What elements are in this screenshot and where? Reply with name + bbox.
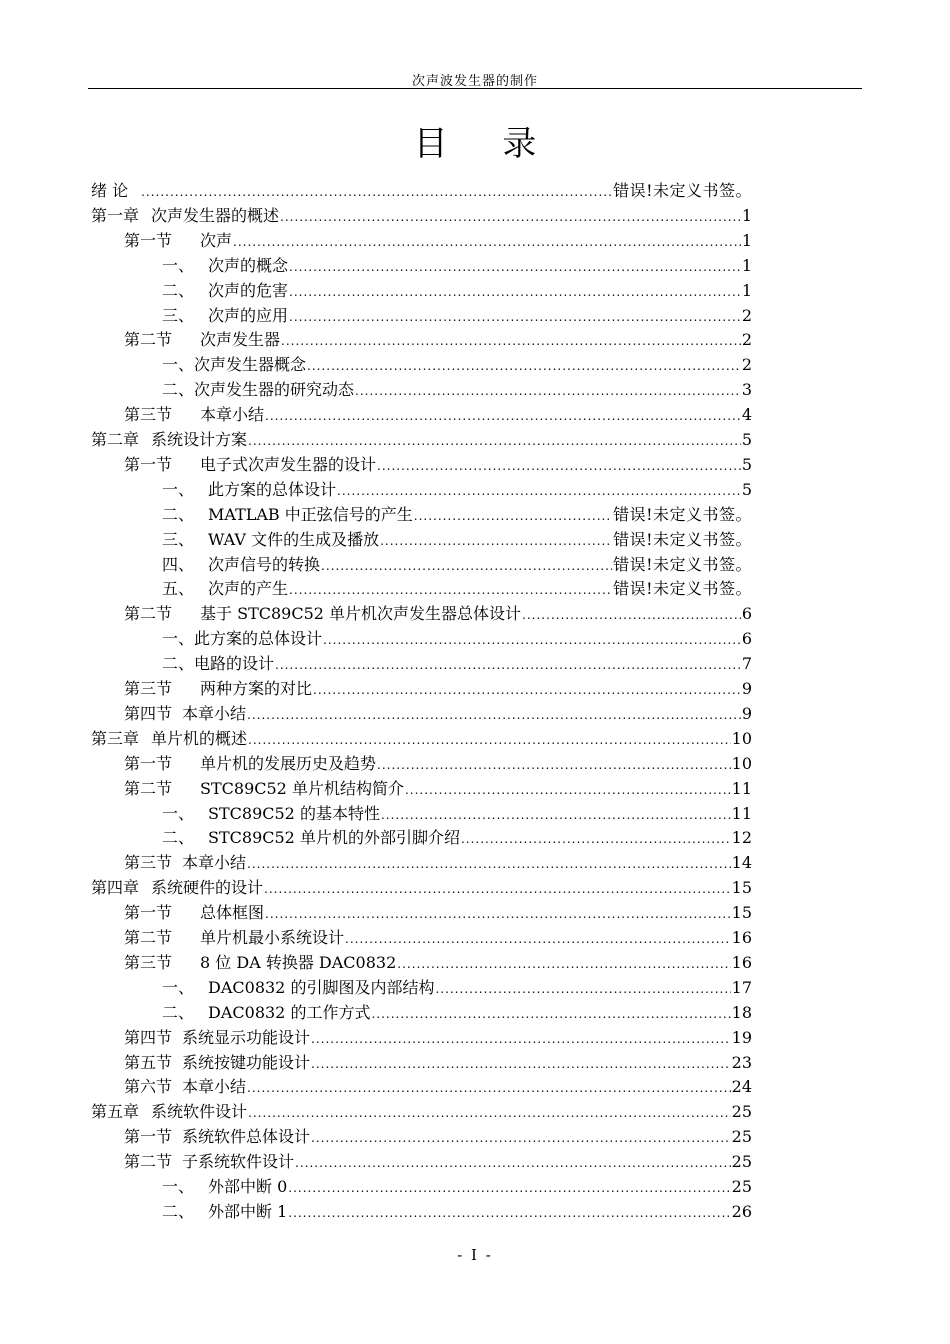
toc-entry-label: WAV 文件的生成及播放 <box>208 529 380 549</box>
toc-entry-number: 三、 <box>162 305 195 325</box>
toc-entry-number: 第一节 <box>124 753 173 773</box>
toc-leader-dots <box>461 828 731 850</box>
toc-entry-page: 5 <box>741 479 752 499</box>
toc-leader-dots <box>289 306 741 328</box>
toc-entry-number: 一、 <box>162 355 195 375</box>
toc-entry-number: 二、 <box>162 380 195 400</box>
toc-entry[interactable] <box>124 1052 752 1075</box>
toc-entry[interactable] <box>162 354 752 377</box>
toc-entry-number: 第一节 <box>124 1127 173 1147</box>
toc-entry-number: 一、 <box>162 479 195 499</box>
toc-entry-number: 一、 <box>162 977 195 997</box>
toc-leader-dots <box>248 1102 731 1124</box>
toc-entry-label: 次声的危害 <box>208 280 289 300</box>
toc-entry-label: 此方案的总体设计 <box>194 629 323 649</box>
toc-entry-page: 1 <box>741 205 752 225</box>
toc-entry-label: DAC0832 的引脚图及内部结构 <box>208 977 435 997</box>
toc-entry-number: 第三节 <box>124 405 173 425</box>
toc-leader-dots <box>380 530 612 552</box>
toc-leader-dots <box>247 853 731 875</box>
toc-entry-page: 9 <box>741 703 752 723</box>
toc-leader-dots <box>381 804 731 826</box>
toc-entry[interactable] <box>162 803 752 826</box>
toc-entry-label: 电子式次声发生器的设计 <box>200 454 377 474</box>
toc-leader-dots <box>311 1053 731 1075</box>
toc-leader-dots <box>345 928 731 950</box>
toc-leader-dots <box>289 281 741 303</box>
toc-entry-label: 系统软件总体设计 <box>182 1127 311 1147</box>
toc-entry-label: 外部中断 1 <box>208 1201 288 1221</box>
toc-entry-label: 次声信号的转换 <box>208 554 321 574</box>
toc-leader-dots <box>248 430 741 452</box>
toc-leader-dots <box>311 1028 731 1050</box>
toc-entry[interactable] <box>124 230 752 253</box>
toc-entry-label: 此方案的总体设计 <box>208 479 337 499</box>
toc-entry-page: 1 <box>741 280 752 300</box>
toc-entry[interactable] <box>124 603 752 626</box>
toc-entry-page: 5 <box>741 430 752 449</box>
toc-entry[interactable] <box>162 653 752 676</box>
toc-entry-label: STC89C52 单片机结构简介 <box>200 778 404 798</box>
toc-entry-label: MATLAB 中正弦信号的产生 <box>208 504 413 524</box>
toc-entry[interactable] <box>124 753 752 776</box>
toc-leader-dots <box>280 206 741 228</box>
toc-entry-label: 总体框图 <box>200 903 265 923</box>
toc-entry-label: 子系统软件设计 <box>182 1152 295 1172</box>
toc-leader-dots <box>247 704 741 726</box>
toc-entry-page: 18 <box>731 1002 752 1022</box>
header-rule <box>88 88 862 89</box>
toc-entry[interactable] <box>162 1002 752 1025</box>
toc-leader-dots <box>323 629 741 651</box>
toc-entry-number: 第二节 <box>124 928 173 947</box>
toc-entry-number: 二、 <box>162 1002 195 1022</box>
toc-entry-page: 17 <box>731 977 752 997</box>
toc-entry-page: 16 <box>731 928 752 947</box>
toc-entry[interactable] <box>91 1101 752 1124</box>
toc-entry-page: 2 <box>741 330 752 350</box>
toc-entry[interactable] <box>124 1151 752 1174</box>
toc-entry[interactable] <box>124 329 752 352</box>
toc-leader-dots <box>248 729 731 751</box>
toc-entry-number: 一、 <box>162 629 195 649</box>
toc-entry-number: 二、 <box>162 828 195 848</box>
toc-entry[interactable] <box>124 952 752 975</box>
toc-entry-page: 错误!未定义书签。 <box>613 529 752 549</box>
toc-entry-page: 24 <box>731 1077 752 1097</box>
toc-entry-label: 次声发生器的研究动态 <box>194 380 355 400</box>
toc-entry[interactable] <box>162 305 752 328</box>
toc-leader-dots <box>288 1202 730 1224</box>
toc-entry-page: 6 <box>741 604 752 624</box>
toc-entry[interactable] <box>162 1201 752 1224</box>
toc-entry-number: 第二节 <box>124 604 173 624</box>
toc-leader-dots <box>289 579 612 601</box>
toc-leader-dots <box>337 480 741 502</box>
toc-entry[interactable] <box>91 205 752 228</box>
toc-entry-number: 第一节 <box>124 454 173 474</box>
toc-entry[interactable] <box>162 479 752 502</box>
toc-entry-number: 二、 <box>162 1201 195 1221</box>
toc-entry[interactable] <box>162 529 752 552</box>
toc-entry[interactable] <box>162 255 752 278</box>
toc-entry-label: 8 位 DA 转换器 DAC0832 <box>200 952 397 972</box>
toc-entry-number: 绪 论 <box>91 181 129 200</box>
toc-entry-label: 系统设计方案 <box>151 430 248 449</box>
toc-entry-label: 两种方案的对比 <box>200 679 313 698</box>
toc-entry[interactable] <box>124 1027 752 1050</box>
toc-entry[interactable] <box>162 977 752 1000</box>
page-number: - I - <box>457 1246 493 1264</box>
toc-entry-label: 系统软件设计 <box>151 1102 248 1122</box>
toc-leader-dots <box>522 604 741 626</box>
toc-entry-page: 2 <box>741 305 752 325</box>
toc-entry-number: 一、 <box>162 255 195 275</box>
toc-leader-dots <box>264 878 731 900</box>
toc-entry-number: 第三节 <box>124 679 173 698</box>
toc-entry-page: 7 <box>741 654 752 674</box>
toc-entry-label: 系统按键功能设计 <box>182 1052 311 1072</box>
toc-entry[interactable] <box>91 728 752 751</box>
toc-leader-dots <box>405 779 731 801</box>
toc-entry-page: 15 <box>731 878 752 898</box>
toc-leader-dots <box>289 256 741 278</box>
toc-entry[interactable] <box>162 554 752 577</box>
toc-entry-number: 第五节 <box>124 1052 173 1072</box>
toc-entry-page: 12 <box>731 828 752 848</box>
toc-entry-number: 第四节 <box>124 1027 173 1047</box>
toc-entry[interactable] <box>124 927 752 950</box>
toc-entry-number: 一、 <box>162 1177 195 1196</box>
toc-entry-label: STC89C52 的基本特性 <box>208 803 380 823</box>
toc-entry-number: 四、 <box>162 554 195 574</box>
toc-entry-label: 次声发生器 <box>200 330 281 350</box>
toc-entry[interactable] <box>162 628 752 651</box>
toc-entry-label: 本章小结 <box>182 1077 247 1097</box>
toc-entry-number: 第三节 <box>124 952 173 972</box>
toc-entry-number: 第五章 <box>91 1102 140 1122</box>
toc-entry-label: STC89C52 单片机的外部引脚介绍 <box>208 828 460 848</box>
toc-entry-label: 次声的概念 <box>208 255 289 275</box>
toc-leader-dots <box>311 1127 731 1149</box>
toc-leader-dots <box>281 330 741 352</box>
toc-entry-number: 第一章 <box>91 205 140 225</box>
toc-entry[interactable] <box>91 180 752 203</box>
toc-entry-page: 25 <box>731 1177 752 1196</box>
toc-entry-page: 25 <box>731 1127 752 1147</box>
toc-entry-page: 错误!未定义书签。 <box>613 579 752 599</box>
toc-entry-label: DAC0832 的工作方式 <box>208 1002 371 1022</box>
toc-entry-label: 本章小结 <box>182 703 247 723</box>
toc-entry-page: 25 <box>731 1102 752 1122</box>
toc-entry[interactable] <box>162 1176 752 1199</box>
toc-leader-dots <box>377 455 741 477</box>
toc-entry-number: 第二节 <box>124 1152 173 1172</box>
toc-entry-page: 3 <box>741 380 752 400</box>
toc-entry[interactable] <box>162 578 752 601</box>
toc-leader-dots <box>233 231 741 253</box>
toc-entry-page: 9 <box>741 679 752 698</box>
toc-entry-number: 第一节 <box>124 903 173 923</box>
toc-entry[interactable] <box>124 902 752 925</box>
toc-entry[interactable] <box>124 852 752 875</box>
toc-entry-page: 10 <box>731 728 752 748</box>
toc-entry[interactable] <box>124 678 752 701</box>
toc-entry-page: 6 <box>741 629 752 649</box>
toc-leader-dots <box>414 505 612 527</box>
toc-leader-dots <box>435 978 730 1000</box>
toc-entry[interactable] <box>124 1076 752 1099</box>
toc-entry-label: 次声发生器概念 <box>194 355 307 375</box>
toc-entry-label: 电路的设计 <box>194 654 275 674</box>
toc-entry-number: 二、 <box>162 504 195 524</box>
toc-leader-dots <box>397 953 730 975</box>
toc-entry-page: 2 <box>741 355 752 375</box>
toc-entry[interactable] <box>124 1126 752 1149</box>
toc-entry-number: 一、 <box>162 803 195 823</box>
toc-leader-dots <box>141 181 612 203</box>
toc-entry-label: 基于 STC89C52 单片机次声发生器总体设计 <box>200 604 522 624</box>
toc-entry-page: 11 <box>731 803 752 823</box>
toc-entry-number: 五、 <box>162 579 195 599</box>
toc-entry-page: 16 <box>731 952 752 972</box>
toc-entry-page: 5 <box>741 454 752 474</box>
toc-entry-page: 4 <box>741 405 752 425</box>
toc-entry[interactable] <box>124 703 752 726</box>
toc-entry-number: 二、 <box>162 654 195 674</box>
toc-entry[interactable] <box>124 454 752 477</box>
toc-leader-dots <box>265 405 741 427</box>
toc-entry[interactable] <box>124 778 752 801</box>
toc-entry[interactable] <box>91 429 752 452</box>
toc-entry-label: 外部中断 0 <box>208 1177 288 1196</box>
toc-entry-number: 第二节 <box>124 778 173 798</box>
toc-entry[interactable] <box>162 504 752 527</box>
toc-leader-dots <box>355 380 741 402</box>
toc-entry-number: 第二节 <box>124 330 173 350</box>
toc-entry-page: 19 <box>731 1027 752 1047</box>
toc-entry-page: 26 <box>731 1201 752 1221</box>
toc-entry[interactable] <box>124 404 752 427</box>
toc-entry[interactable] <box>162 379 752 402</box>
toc-entry-page: 11 <box>731 778 752 798</box>
toc-leader-dots <box>265 903 731 925</box>
toc-entry-number: 第四节 <box>124 703 173 723</box>
toc-entry-number: 二、 <box>162 280 195 300</box>
toc-entry-page: 1 <box>741 230 752 250</box>
toc-entry-label: 系统显示功能设计 <box>182 1027 311 1047</box>
toc-entry-label: 单片机的概述 <box>151 728 248 748</box>
toc-leader-dots <box>371 1003 730 1025</box>
toc-entry-number: 第一节 <box>124 230 173 250</box>
toc-leader-dots <box>295 1152 731 1174</box>
toc-entry-page: 25 <box>731 1152 752 1172</box>
toc-entry-number: 第二章 <box>91 430 140 449</box>
running-header: 次声波发生器的制作 <box>411 74 538 89</box>
toc-entry[interactable] <box>162 280 752 303</box>
toc-entry-label: 本章小结 <box>182 853 247 873</box>
toc-entry-page: 10 <box>731 753 752 773</box>
toc-leader-dots <box>247 1077 731 1099</box>
toc-entry-number: 第四章 <box>91 878 140 898</box>
toc-entry-page: 错误!未定义书签。 <box>613 554 752 574</box>
toc-leader-dots <box>307 355 741 377</box>
toc-leader-dots <box>288 1177 730 1199</box>
toc-entry-label: 系统硬件的设计 <box>151 878 264 898</box>
toc-entry-page: 错误!未定义书签。 <box>613 181 752 200</box>
toc-entry-page: 15 <box>731 903 752 923</box>
toc-entry-label: 次声的应用 <box>208 305 289 325</box>
toc-entry-number: 三、 <box>162 529 195 549</box>
toc-leader-dots <box>313 679 741 701</box>
toc-entry[interactable] <box>91 877 752 900</box>
toc-entry-page: 14 <box>731 853 752 873</box>
page-title: 目 录 <box>413 124 559 164</box>
toc-leader-dots <box>321 555 612 577</box>
toc-entry-label: 本章小结 <box>200 405 265 425</box>
toc-entry-label: 次声发生器的概述 <box>151 205 280 225</box>
toc-entry-label: 次声 <box>200 230 233 250</box>
toc-entry-label: 单片机最小系统设计 <box>200 928 345 947</box>
toc-entry-number: 第六节 <box>124 1077 173 1097</box>
toc-leader-dots <box>377 754 731 776</box>
toc-entry-number: 第三章 <box>91 728 140 748</box>
toc-entry-number: 第三节 <box>124 853 173 873</box>
toc-entry-page: 23 <box>731 1052 752 1072</box>
toc-entry-label: 单片机的发展历史及趋势 <box>200 753 377 773</box>
toc-entry-page: 1 <box>741 255 752 275</box>
toc-entry-page: 错误!未定义书签。 <box>613 504 752 524</box>
toc-entry-label: 次声的产生 <box>208 579 289 599</box>
toc-entry[interactable] <box>162 827 752 850</box>
toc-leader-dots <box>275 654 741 676</box>
